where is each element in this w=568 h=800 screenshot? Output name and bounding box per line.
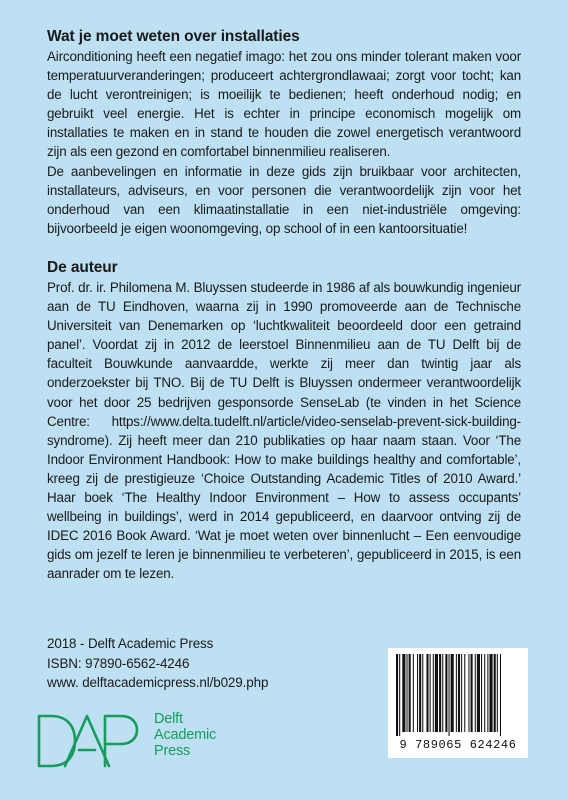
barcode-bar: [477, 654, 480, 732]
dap-logo-text: Delft Academic Press: [154, 711, 217, 759]
barcode-bar: [435, 654, 438, 732]
barcode-icon: [392, 654, 524, 736]
barcode-bar: [396, 654, 398, 736]
dap-logo-mark-icon: [33, 708, 149, 776]
barcode-bar: [409, 654, 411, 732]
barcode-bar: [419, 654, 421, 732]
barcode-bar: [497, 654, 498, 732]
barcode-bar: [456, 654, 457, 732]
barcode-bar: [484, 654, 485, 732]
isbn-barcode: [388, 648, 528, 758]
website-link[interactable]: www. delftacademicpress.nl/b029.php: [47, 675, 269, 691]
barcode-bar: [442, 654, 443, 732]
barcode-bar: [449, 654, 450, 736]
barcode-number: 9 789065 624246: [399, 738, 517, 752]
barcode-bar: [500, 654, 501, 736]
barcode-bar: [494, 654, 496, 732]
barcode-bar: [433, 654, 434, 732]
imprint: [47, 634, 268, 693]
barcode-bar: [487, 654, 488, 732]
barcode-bar: [402, 654, 405, 732]
barcode-bar: [417, 654, 418, 732]
barcode-bar: [471, 654, 473, 732]
barcode-bar: [445, 654, 447, 732]
paragraph-aanbevelingen: De aanbevelingen en informatie in deze gids zijn bruikbaar voor architecten, installateurs, adviseurs, en voor personen die verantwoordelijk zijn voor het onderhoud van een klimaatinstallatie in een niet-industriële omgeving: bijvoorbeeld je eigen woonomgeving, op school of in een kantoorsituatie!: [47, 163, 521, 236]
barcode-bar: [458, 654, 460, 732]
barcode-bar: [407, 654, 408, 732]
barcode-bar: [413, 654, 414, 732]
section-title-installaties: Wat je moet weten over installaties: [47, 28, 300, 45]
barcode-bar: [468, 654, 469, 732]
barcode-bar: [489, 654, 492, 732]
isbn-line: ISBN: 97890-6562-4246: [47, 655, 190, 671]
paragraph-airconditioning: Airconditioning heeft een negatief imago: het zou ons minder tolerant maken voor temperatuurveranderingen; produceert achtergrondlawaai; zorgt voor tocht; kan de lucht verontreinigen; is moeilijk te bedienen; heeft onderhoud nodig; en gebruikt veel energie. Het is echter in principe economisch mogelijk om installaties te maken en in stand te houden die zowel energetisch verantwoord zijn als een gezond en comfortabel binnenmilieu realiseren.: [47, 49, 521, 160]
barcode-bar: [475, 654, 476, 732]
barcode-bar: [451, 654, 454, 732]
publisher-line: 2018 - Delft Academic Press: [47, 636, 214, 651]
barcode-bar: [430, 654, 431, 732]
barcode-bar: [422, 654, 423, 732]
dap-logo: [33, 708, 283, 780]
main-text: [47, 26, 521, 583]
barcode-bar: [464, 654, 465, 732]
paragraph-auteur: Prof. dr. ir. Philomena M. Bluyssen studeerde in 1986 af als bouwkundig ingenieur aan de TU Eindhoven, waarna zij in 1990 promoveerde aan de Technische Universiteit van Denemarken op ‘luchtkwaliteit beoordeeld door een getraind panel’. Voordat zij in 2012 de leerstoel Binnenmilieu aan de TU Delft bij de faculteit Bouwkunde aanvaardde, werkte zij meer dan twintig jaar als onderzoekster bij TNO. Bij de TU Delft is Bluyssen ondermeer verantwoordelijk voor het door 25 bedrijven gesponsorde SenseLab (te vinden in het Science Centre: https://www.delta.tudelft.nl/article/video-senselab-prevent-sick-building-syndrome). Zij heeft meer dan 210 publikaties op haar naam staan. Voor ‘The Indoor Environment Handbook: How to make buildings healthy and comfortable’, kreeg zij de prestigieuze ‘Choice Outstanding Academic Titles of 2010 Award.’ Haar boek ‘The Healthy Indoor Environment – How to assess occupants’ wellbeing in buildings’, werd in 2014 gepubliceerd, en daarvoor ontving zij de IDEC 2016 Book Award. ‘Wat je moet weten over binnenlucht – Een eenvoudige gids om jezelf te leren je binnenmilieu te verbeteren’, gepubliceerd in 2015, is een aanrader om te lezen.: [47, 279, 521, 582]
barcode-bar: [461, 654, 462, 732]
barcode-bar: [481, 654, 482, 732]
section-title-auteur: De auteur: [47, 258, 118, 276]
barcode-bar: [439, 654, 441, 732]
barcode-bar: [426, 654, 428, 732]
barcode-bar: [399, 654, 400, 736]
